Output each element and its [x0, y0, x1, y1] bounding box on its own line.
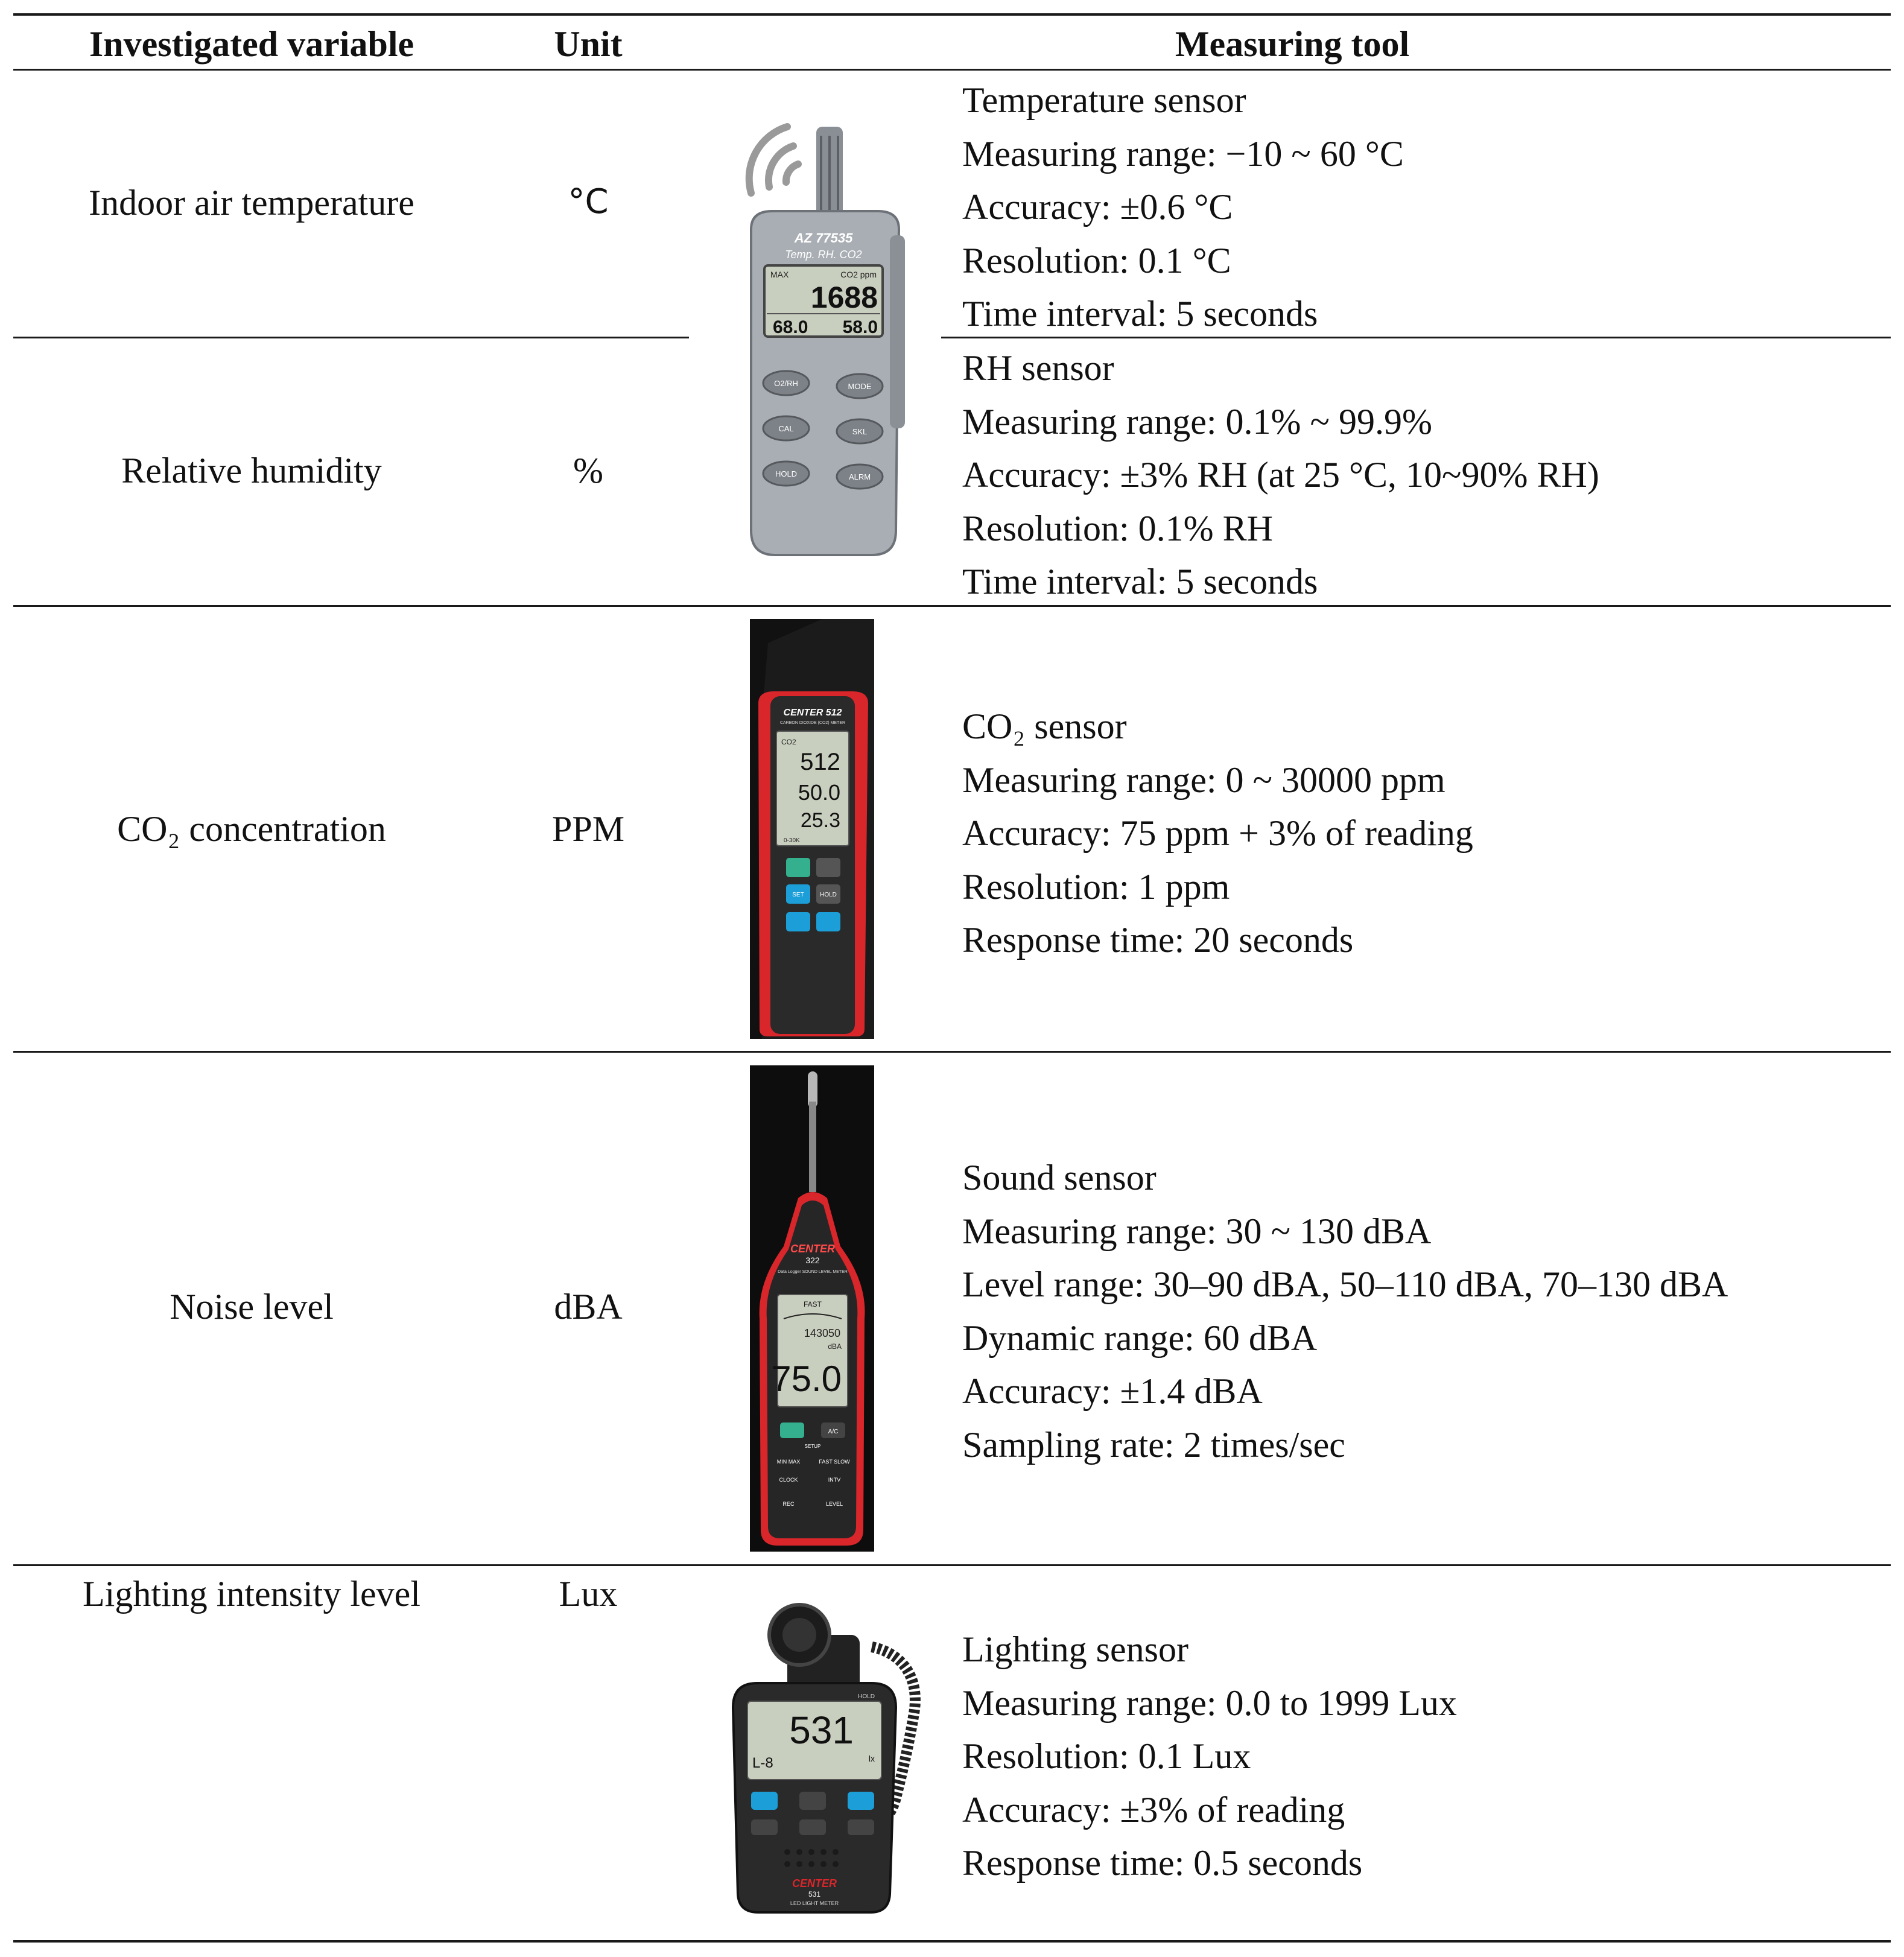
- sound-lcd-unit: dBA: [828, 1342, 842, 1351]
- sound-setup-label: SETUP: [804, 1444, 821, 1449]
- thermo-button-label: SKL: [852, 427, 868, 436]
- spec-line: Lighting sensor: [962, 1629, 1188, 1669]
- spec-line: Accuracy: ±1.4 dBA: [962, 1371, 1263, 1411]
- lux-lcd-tag: HOLD: [858, 1693, 875, 1700]
- row-divider-noise: [13, 1564, 1891, 1566]
- thermo-button-label: ALRM: [848, 472, 871, 481]
- spec-lighting-sensor: [962, 1623, 1457, 1890]
- header-investigated-variable: Investigated variable: [89, 24, 414, 64]
- spec-line: RH sensor: [962, 348, 1114, 388]
- sound-lcd-mid: 143050: [804, 1327, 840, 1339]
- table-top-rule: [13, 13, 1891, 16]
- row-divider-humidity: [13, 605, 1891, 607]
- co2-meter-image: [750, 619, 874, 1039]
- sound-button-label: CLOCK: [779, 1477, 798, 1483]
- thermo-subtitle-text: Temp. RH. CO2: [785, 249, 862, 261]
- spec-line: Resolution: 0.1% RH: [962, 508, 1274, 548]
- thermo-button-label: HOLD: [775, 469, 798, 478]
- row-divider-co2: [13, 1051, 1891, 1053]
- spec-line: Measuring range: 0 ~ 30000 ppm: [962, 760, 1445, 800]
- sound-button-label: MIN MAX: [776, 1459, 801, 1465]
- variable-noise-level: Noise level: [170, 1287, 334, 1327]
- spec-line: Accuracy: ±3% of reading: [962, 1789, 1345, 1830]
- co2-lcd-line: 25.3: [800, 809, 840, 832]
- unit-lux: Lux: [559, 1574, 618, 1614]
- lux-lcd-unit: lx: [868, 1754, 875, 1763]
- thermo-button-label: CAL: [778, 424, 794, 433]
- lux-brand-text: CENTER: [792, 1877, 837, 1889]
- spec-co2-sensor: [962, 700, 1473, 967]
- spec-line: Level range: 30–90 dBA, 50–110 dBA, 70–130 dBA: [962, 1264, 1728, 1304]
- spec-line: Measuring range: −10 ~ 60 °C: [962, 133, 1404, 174]
- spec-line: Accuracy: 75 ppm + 3% of reading: [962, 813, 1473, 853]
- spec-line: Sound sensor: [962, 1158, 1157, 1197]
- sound-button-label: FAST SLOW: [819, 1459, 850, 1465]
- sound-subtitle-text: Data Logger SOUND LEVEL METER: [778, 1270, 848, 1274]
- spec-line: Response time: 0.5 seconds: [962, 1843, 1363, 1883]
- co2-lcd-bottom: 0-30K: [784, 837, 800, 844]
- spec-line: Sampling rate: 2 times/sec: [962, 1424, 1345, 1465]
- variable-relative-humidity: Relative humidity: [121, 451, 382, 490]
- lux-model-text: 531: [808, 1890, 821, 1898]
- spec-line: Resolution: 0.1 Lux: [962, 1736, 1251, 1776]
- lux-lcd-left: L-8: [752, 1755, 773, 1771]
- spec-line: CO₂ sensor: [962, 706, 1127, 746]
- variable-lighting-intensity-level: Lighting intensity level: [83, 1574, 420, 1614]
- spec-line: Resolution: 1 ppm: [962, 866, 1230, 907]
- spec-line: Temperature sensor: [962, 80, 1246, 120]
- spec-line: Time interval: 5 seconds: [962, 294, 1318, 334]
- spec-line: Resolution: 0.1 °C: [962, 240, 1231, 281]
- spec-line: Measuring range: 30 ~ 130 dBA: [962, 1211, 1432, 1251]
- co2-lcd-line: 512: [800, 749, 840, 775]
- sound-model-text: 322: [805, 1255, 820, 1265]
- thermo-lcd-small-right: CO2 ppm: [840, 270, 877, 279]
- spec-rh-sensor: [962, 341, 1599, 609]
- sound-button-label: A/C: [828, 1429, 839, 1435]
- spec-line: Time interval: 5 seconds: [962, 562, 1318, 601]
- header-unit: Unit: [554, 24, 623, 64]
- lux-subtitle-text: LED LIGHT METER: [790, 1900, 839, 1906]
- co2-lcd-tag: CO2: [781, 738, 796, 746]
- co2-subtitle-text: CARBON DIOXIDE (CO2) METER: [779, 721, 846, 725]
- thermo-lcd-small-left: MAX: [770, 270, 789, 279]
- row-divider-temperature-left: [13, 337, 689, 338]
- variable-indoor-air-temperature: Indoor air temperature: [89, 183, 414, 223]
- unit-celsius: °C: [568, 182, 609, 221]
- spec-temperature-sensor: [962, 74, 1404, 341]
- thermo-button-label: MODE: [848, 382, 872, 391]
- spec-line: Measuring range: 0.0 to 1999 Lux: [962, 1683, 1457, 1723]
- sound-button-label: INTV: [828, 1477, 841, 1483]
- thermo-lcd-left: 68.0: [773, 317, 808, 337]
- spec-line: Accuracy: ±0.6 °C: [962, 187, 1233, 227]
- table-bottom-rule: [13, 1940, 1891, 1943]
- variable-co2-concentration: CO₂ concentration: [117, 809, 386, 849]
- thermo-lcd-main: 1688: [810, 281, 878, 314]
- sound-lcd-top: FAST: [803, 1300, 822, 1308]
- thermo-hygrometer-image: [715, 109, 920, 567]
- unit-ppm: PPM: [551, 809, 625, 849]
- co2-lcd-line: 50.0: [798, 780, 840, 805]
- sound-level-meter-image: [750, 1065, 874, 1552]
- thermo-model-text: AZ 77535: [794, 230, 853, 246]
- thermo-lcd-right: 58.0: [842, 317, 878, 337]
- unit-dba: dBA: [554, 1287, 623, 1327]
- thermo-button-label: O2/RH: [774, 379, 798, 388]
- spec-line: Response time: 20 seconds: [962, 920, 1354, 960]
- lux-meter-image: [721, 1593, 950, 1918]
- sound-button-label: REC: [782, 1501, 795, 1507]
- spec-line: Accuracy: ±3% RH (at 25 °C, 10~90% RH): [962, 455, 1599, 495]
- co2-button-label: SET: [792, 892, 804, 898]
- header-measuring-tool: Measuring tool: [1175, 24, 1410, 64]
- sound-lcd-main: 75.0: [771, 1359, 842, 1399]
- sound-button-label: LEVEL: [825, 1501, 843, 1507]
- spec-line: Dynamic range: 60 dBA: [962, 1318, 1318, 1358]
- co2-button-label: HOLD: [820, 892, 837, 898]
- sound-brand-text: CENTER: [790, 1243, 836, 1255]
- spec-line: Measuring range: 0.1% ~ 99.9%: [962, 401, 1432, 442]
- spec-sound-sensor: [962, 1151, 1728, 1471]
- unit-percent: %: [573, 451, 603, 490]
- lux-lcd-main: 531: [789, 1708, 854, 1752]
- co2-brand-text: CENTER 512: [783, 708, 842, 718]
